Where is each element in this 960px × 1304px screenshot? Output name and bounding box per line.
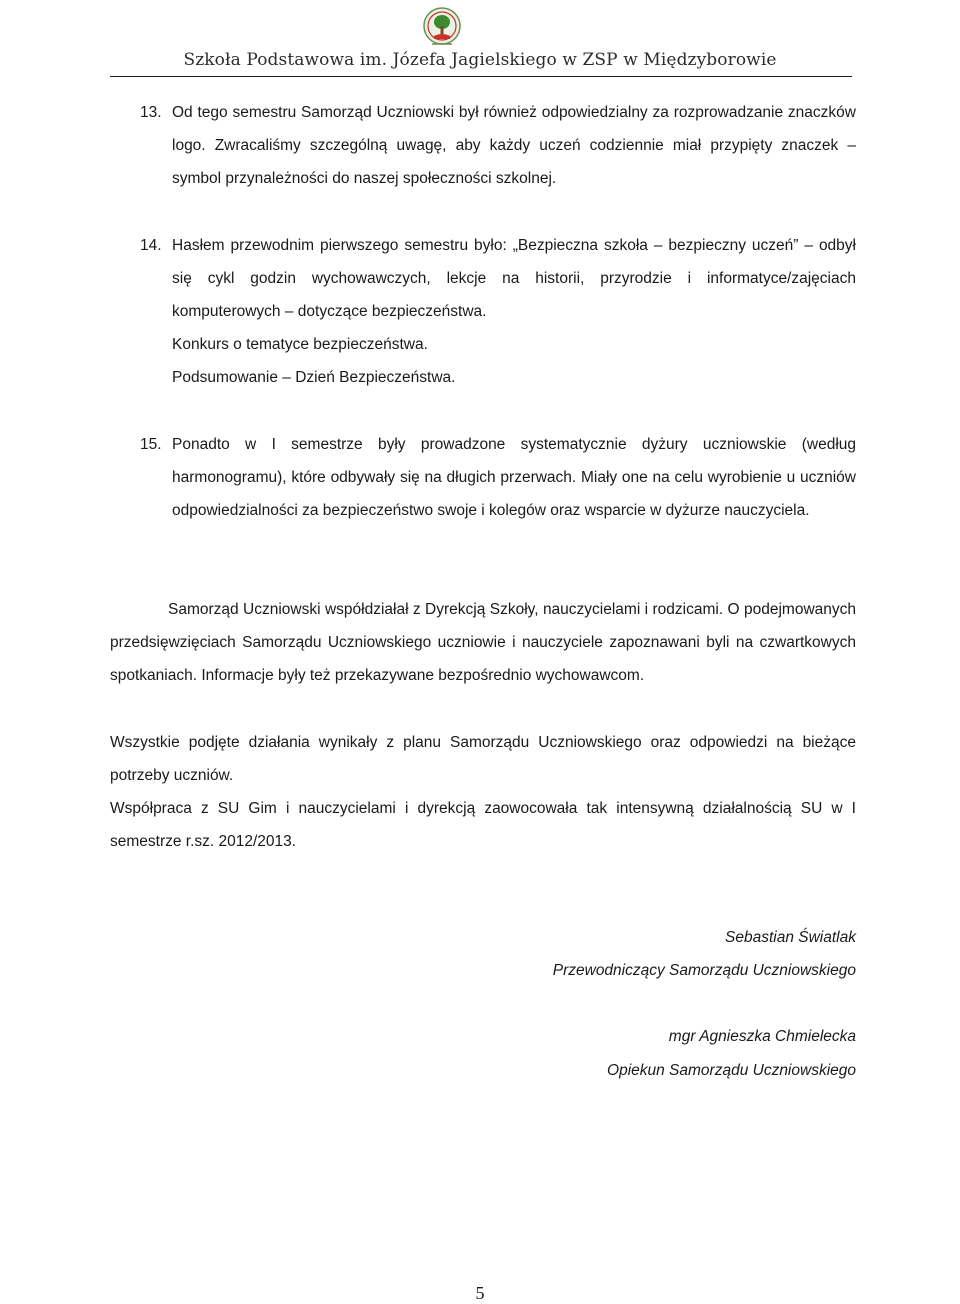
list-item-number: 14. xyxy=(140,237,162,254)
list-item-text: Ponadto w I semestrze były prowadzone systematycznie dyżury uczniowskie (według harmonogramu), które odbywały się na długich przerwach. Miały one na celu wyrobienie u uczniów odpowiedzialności za bezpieczeństwo swoje i kolegów oraz wsparcie w dyżurze nauczyciela. xyxy=(172,436,856,519)
list-item-number: 15. xyxy=(140,436,162,453)
page-header-title: Szkoła Podstawowa im. Józefa Jagielskiego w ZSP w Międzyborowie xyxy=(183,50,777,70)
list-item-13 xyxy=(140,96,856,195)
list-item-text: Od tego semestru Samorząd Uczniowski był również odpowiedzialny za rozprowadzanie znaczków logo. Zwracaliśmy szczególną uwagę, aby każdy uczeń codziennie miał przypięty znaczek – symbol przynależności do naszej społeczności szkolnej. xyxy=(172,104,856,187)
paragraph-activities: Wszystkie podjęte działania wynikały z planu Samorządu Uczniowskiego oraz odpowiedzi na bieżące potrzeby uczniów. xyxy=(110,734,856,784)
signature-name: Sebastian Światlak xyxy=(725,929,856,946)
signature-role: Opiekun Samorządu Uczniowskiego xyxy=(607,1062,856,1079)
list-item-15 xyxy=(140,428,856,527)
signature-role: Przewodniczący Samorządu Uczniowskiego xyxy=(552,962,856,979)
signature-name: mgr Agnieszka Chmielecka xyxy=(668,1028,856,1045)
school-emblem-icon xyxy=(422,6,462,48)
list-item-line: Konkurs o tematyce bezpieczeństwa. xyxy=(172,336,428,353)
paragraph-cooperation: Samorząd Uczniowski współdziałał z Dyrekcją Szkoły, nauczycielami i rodzicami. O podejmowanych przedsięwzięciach Samorządu Uczniowskiego uczniowie i nauczyciele zapoznawani byli na czwartkowych spotkaniach. Informacje były też przekazywane bezpośrednio wychowawcom. xyxy=(110,601,856,684)
list-item-14 xyxy=(140,229,856,394)
list-item-line: Podsumowanie – Dzień Bezpieczeństwa. xyxy=(172,369,456,386)
list-item-text: Hasłem przewodnim pierwszego semestru było: „Bezpieczna szkoła – bezpieczny uczeń” – odbył się cykl godzin wychowawczych, lekcje na historii, przyrodzie i informatyce/zajęciach komputerowych – dotyczące bezpieczeństwa. xyxy=(172,237,856,320)
page-number: 5 xyxy=(475,1283,485,1303)
paragraph-summary: Współpraca z SU Gim i nauczycielami i dyrekcją zaowocowała tak intensywną działalnością SU w I semestrze r.sz. 2012/2013. xyxy=(110,800,856,850)
list-item-number: 13. xyxy=(140,104,162,121)
header-divider xyxy=(110,76,852,77)
